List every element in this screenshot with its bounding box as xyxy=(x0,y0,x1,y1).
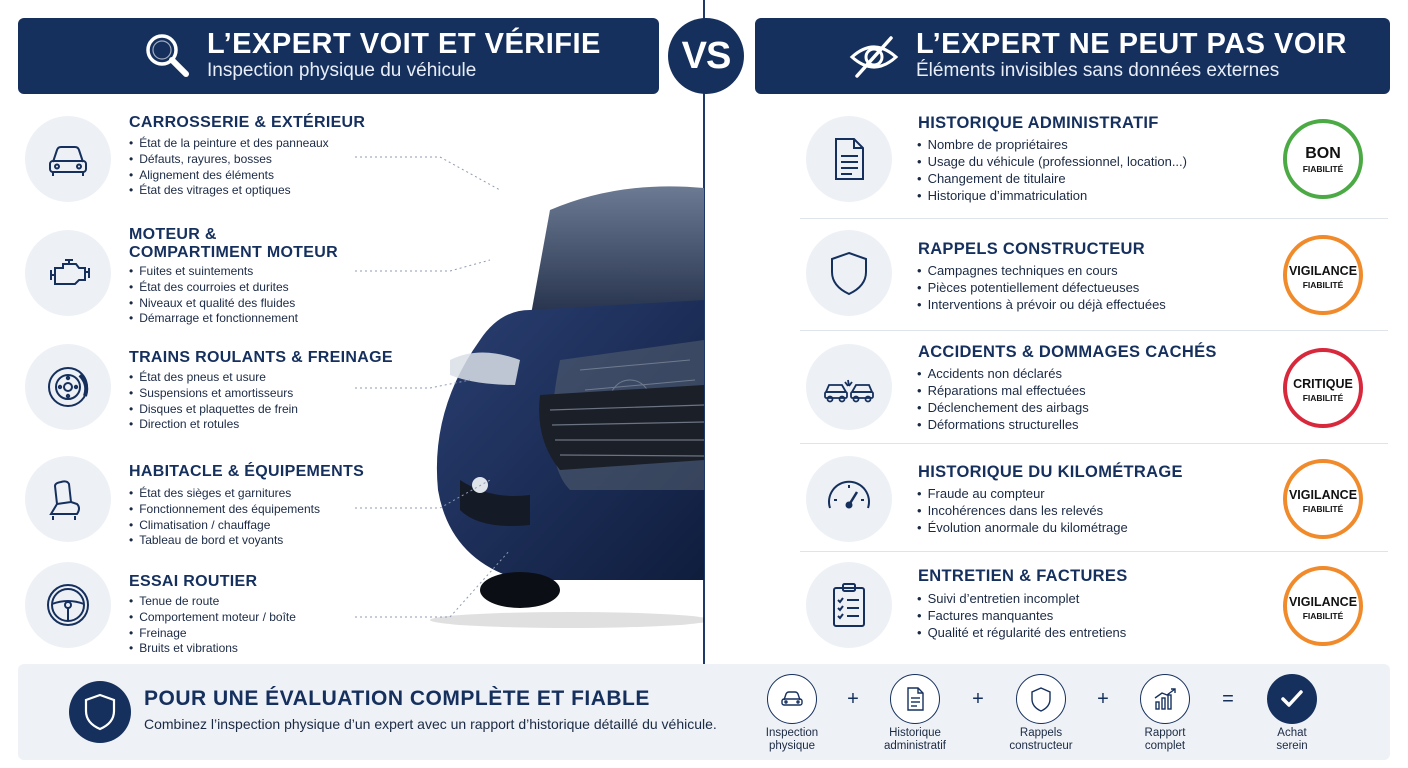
badge-label: VIGILANCE xyxy=(1288,264,1358,278)
list-item: • Niveaux et qualité des fluides xyxy=(129,296,359,312)
right-section-icon-circle xyxy=(806,230,892,316)
footer-subtitle: Combinez l’inspection physique d’un expert avec un rapport d’historique détaillé du véhicule. xyxy=(144,716,717,732)
plus-operator: + xyxy=(972,688,984,710)
right-section-list xyxy=(917,262,1247,313)
footer-title: POUR UNE ÉVALUATION COMPLÈTE ET FIABLE xyxy=(144,687,650,710)
left-section-list xyxy=(129,264,359,327)
badge-sublabel: FIABILITÉ xyxy=(1302,611,1344,621)
list-item: • Freinage xyxy=(129,626,359,642)
list-item: • Tableau de bord et voyants xyxy=(129,533,359,549)
badge-label: VIGILANCE xyxy=(1288,488,1358,502)
badge-label: CRITIQUE xyxy=(1293,377,1353,391)
car-seat-icon xyxy=(43,474,93,524)
reliability-badge xyxy=(1283,119,1363,199)
list-item: • Interventions à prévoir ou déjà effectuées xyxy=(917,296,1247,313)
right-section-list xyxy=(917,136,1247,204)
list-item: • Tenue de route xyxy=(129,594,359,610)
step-label: Rapport complet xyxy=(1144,727,1186,752)
step-inspection xyxy=(742,674,842,753)
left-section-icon-circle xyxy=(25,344,111,430)
plus-operator: + xyxy=(1097,688,1109,710)
badge-sublabel: FIABILITÉ xyxy=(1302,280,1344,290)
step-rapport xyxy=(1115,674,1215,753)
right-section-list xyxy=(917,590,1247,641)
list-item: • Alignement des éléments xyxy=(129,168,359,184)
document-icon xyxy=(902,686,928,712)
left-section-list xyxy=(129,594,359,657)
left-section-title: ESSAI ROUTIER xyxy=(129,573,258,590)
list-item: • Campagnes techniques en cours xyxy=(917,262,1247,279)
left-section-title: HABITACLE & ÉQUIPEMENTS xyxy=(129,463,365,480)
engine-icon xyxy=(43,248,93,298)
right-section-icon-circle xyxy=(806,562,892,648)
list-item: • Incohérences dans les relevés xyxy=(917,502,1247,519)
list-item: • Nombre de propriétaires xyxy=(917,136,1247,153)
list-item: • Pièces potentiellement défectueuses xyxy=(917,279,1247,296)
left-section-icon-circle xyxy=(25,116,111,202)
brake-disc-icon xyxy=(43,362,93,412)
list-item: • Suivi d’entretien incomplet xyxy=(917,590,1247,607)
right-section-title: HISTORIQUE DU KILOMÉTRAGE xyxy=(918,463,1183,481)
list-item: • Historique d’immatriculation xyxy=(917,187,1247,204)
list-item: • Usage du véhicule (professionnel, location...) xyxy=(917,153,1247,170)
section-divider xyxy=(800,218,1388,219)
list-item: • État des vitrages et optiques xyxy=(129,183,359,199)
right-section-title: ACCIDENTS & DOMMAGES CACHÉS xyxy=(918,343,1217,361)
list-item: • Démarrage et fonctionnement xyxy=(129,311,359,327)
list-item: • Disques et plaquettes de frein xyxy=(129,402,359,418)
document-icon xyxy=(824,134,874,184)
chart-icon xyxy=(1152,686,1178,712)
step-achat xyxy=(1242,674,1342,753)
right-header-title: L’EXPERT NE PEUT PAS VOIR xyxy=(916,28,1347,60)
badge-label: BON xyxy=(1305,145,1341,162)
leader-lines xyxy=(350,150,550,630)
step-rappels xyxy=(991,674,1091,753)
right-section-title: ENTRETIEN & FACTURES xyxy=(918,567,1128,585)
list-item: • Fuites et suintements xyxy=(129,264,359,280)
left-section-list xyxy=(129,136,359,199)
left-header-title: L’EXPERT VOIT ET VÉRIFIE xyxy=(207,28,601,60)
section-divider xyxy=(800,551,1388,552)
list-item: • Qualité et régularité des entretiens xyxy=(917,624,1247,641)
list-item: • Défauts, rayures, bosses xyxy=(129,152,359,168)
list-item: • État de la peinture et des panneaux xyxy=(129,136,359,152)
right-section-title: RAPPELS CONSTRUCTEUR xyxy=(918,240,1145,258)
left-section-icon-circle xyxy=(25,230,111,316)
list-item: • État des sièges et garnitures xyxy=(129,486,359,502)
right-section-list xyxy=(917,365,1247,433)
left-section-icon-circle xyxy=(25,456,111,542)
reliability-badge xyxy=(1283,348,1363,428)
car-collision-icon xyxy=(824,362,874,412)
list-item: • Direction et rotules xyxy=(129,417,359,433)
list-item: • État des pneus et usure xyxy=(129,370,359,386)
section-divider xyxy=(800,443,1388,444)
plus-operator: + xyxy=(847,688,859,710)
car-front-icon xyxy=(779,686,805,712)
magnifier-icon xyxy=(142,30,192,80)
list-item: • Déclenchement des airbags xyxy=(917,399,1247,416)
right-header xyxy=(755,18,1390,94)
list-item: • Réparations mal effectuées xyxy=(917,382,1247,399)
speedometer-icon xyxy=(824,474,874,524)
right-header-subtitle: Éléments invisibles sans données externes xyxy=(916,60,1280,81)
badge-label: VIGILANCE xyxy=(1288,595,1358,609)
car-front-icon xyxy=(43,134,93,184)
shield-icon xyxy=(1028,686,1054,712)
footer-icon xyxy=(69,681,131,743)
vs-badge: VS xyxy=(668,18,744,94)
reliability-badge xyxy=(1283,459,1363,539)
right-section-title: HISTORIQUE ADMINISTRATIF xyxy=(918,114,1159,132)
right-section-list xyxy=(917,485,1247,536)
checklist-icon xyxy=(824,580,874,630)
checkmark-icon xyxy=(1279,686,1305,712)
section-divider xyxy=(800,330,1388,331)
left-header xyxy=(18,18,659,94)
left-section-list xyxy=(129,486,359,549)
badge-sublabel: FIABILITÉ xyxy=(1302,504,1344,514)
list-item: • Fraude au compteur xyxy=(917,485,1247,502)
reliability-badge xyxy=(1283,235,1363,315)
shield-icon xyxy=(824,248,874,298)
left-section-title: TRAINS ROULANTS & FREINAGE xyxy=(129,349,393,366)
step-label: Inspection physique xyxy=(765,727,819,752)
list-item: • Accidents non déclarés xyxy=(917,365,1247,382)
badge-sublabel: FIABILITÉ xyxy=(1302,393,1344,403)
list-item: • Évolution anormale du kilométrage xyxy=(917,519,1247,536)
eye-slash-icon xyxy=(849,32,899,82)
reliability-badge xyxy=(1283,566,1363,646)
list-item: • Climatisation / chauffage xyxy=(129,518,359,534)
step-label: Historique administratif xyxy=(884,727,946,752)
footer-banner xyxy=(18,664,1390,760)
left-section-title: MOTEUR & COMPARTIMENT MOTEUR xyxy=(129,226,338,261)
steering-wheel-icon xyxy=(43,580,93,630)
list-item: • État des courroies et durites xyxy=(129,280,359,296)
list-item: • Comportement moteur / boîte xyxy=(129,610,359,626)
equals-operator: = xyxy=(1222,688,1234,710)
list-item: • Bruits et vibrations xyxy=(129,641,359,657)
list-item: • Suspensions et amortisseurs xyxy=(129,386,359,402)
left-section-list xyxy=(129,370,359,433)
list-item: • Changement de titulaire xyxy=(917,170,1247,187)
list-item: • Factures manquantes xyxy=(917,607,1247,624)
left-section-title: CARROSSERIE & EXTÉRIEUR xyxy=(129,114,366,131)
left-section-icon-circle xyxy=(25,562,111,648)
shield-icon xyxy=(83,693,117,731)
step-historique xyxy=(865,674,965,753)
right-section-icon-circle xyxy=(806,116,892,202)
badge-sublabel: FIABILITÉ xyxy=(1302,164,1344,174)
step-label: Rappels constructeur xyxy=(1009,727,1073,752)
list-item: • Déformations structurelles xyxy=(917,416,1247,433)
left-header-subtitle: Inspection physique du véhicule xyxy=(207,60,477,81)
list-item: • Fonctionnement des équipements xyxy=(129,502,359,518)
step-label: Achat serein xyxy=(1276,727,1308,752)
right-section-icon-circle xyxy=(806,344,892,430)
right-section-icon-circle xyxy=(806,456,892,542)
